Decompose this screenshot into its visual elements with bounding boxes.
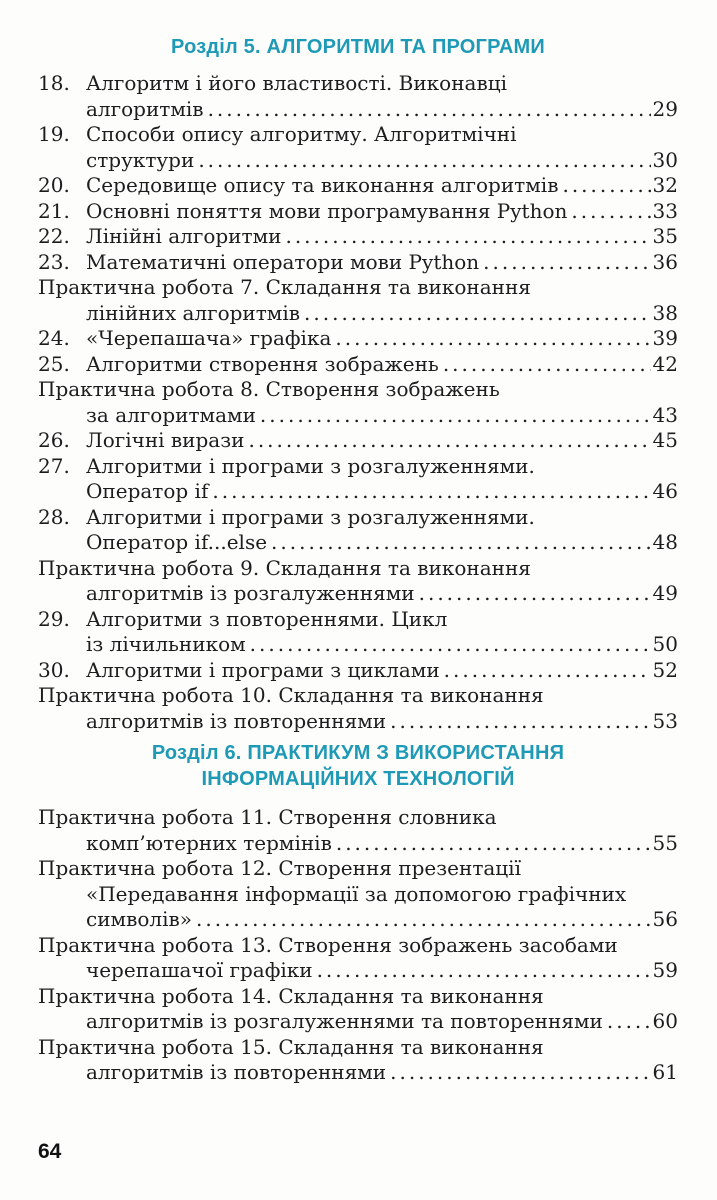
entry-page-number: 50: [652, 632, 678, 656]
toc-line: [38, 479, 678, 505]
toc-line: [38, 530, 678, 556]
dotted-leader: [208, 97, 651, 123]
dotted-leader: [317, 958, 651, 984]
toc-entry: [38, 199, 678, 225]
entry-text: лінійних алгоритмів: [86, 300, 301, 325]
entry-text: Математичні оператори мови Python: [86, 249, 480, 274]
toc-line: [38, 352, 678, 378]
entry-text: Практична робота 12. Створення презентації: [38, 856, 521, 880]
toc-entry: [38, 326, 678, 352]
toc-line: [38, 958, 678, 984]
entry-text: структури: [86, 147, 195, 172]
toc-line: [38, 224, 678, 250]
toc-entry: [38, 122, 678, 173]
entry-text: Практична робота 14. Складання та виконання: [38, 983, 544, 1008]
entry-text: алгоритмів із повтореннями: [86, 708, 387, 733]
entry-page-number: 32: [652, 173, 678, 197]
section-heading-rozdil-5: [38, 34, 678, 60]
toc-line: [38, 428, 678, 454]
entry-page-number: 35: [652, 224, 678, 248]
section-heading-line: Розділ 5. АЛГОРИТМИ ТА ПРОГРАМИ: [171, 36, 545, 58]
toc-entry-practical-work: [38, 856, 678, 933]
entry-text: алгоритмів із розгалуженнями та повтореннями: [86, 1009, 603, 1033]
dotted-leader: [212, 479, 650, 505]
entry-page-number: 29: [652, 96, 678, 121]
toc-line: [38, 607, 678, 633]
dotted-leader: [390, 709, 650, 735]
toc-line: [38, 148, 678, 174]
toc-line: [38, 831, 678, 857]
dotted-leader: [419, 581, 651, 607]
toc-entry: [38, 607, 678, 658]
toc-line: [38, 856, 678, 882]
toc-line: [38, 326, 678, 352]
entry-page-number: 30: [652, 147, 678, 172]
entry-text: Практична робота 8. Створення зображень: [38, 377, 500, 401]
entry-number: 28.: [38, 504, 70, 529]
dotted-leader: [304, 301, 651, 327]
entry-text: Практична робота 10. Складання та виконання: [38, 683, 544, 707]
toc-line: [38, 882, 678, 908]
entry-page-number: 33: [652, 198, 678, 223]
toc-line: [38, 556, 678, 582]
entry-number: 20.: [38, 173, 70, 197]
toc-line: [38, 805, 678, 831]
entry-page-number: 38: [652, 300, 678, 325]
entry-page-number: 45: [652, 428, 678, 452]
entry-text: Практична робота 15. Складання та виконання: [38, 1034, 544, 1059]
toc-line: [38, 1035, 678, 1061]
dotted-leader: [250, 632, 651, 658]
section-heading-line: Розділ 6. ПРАКТИКУМ З ВИКОРИСТАННЯ: [151, 742, 565, 764]
toc-entry: [38, 428, 678, 454]
entry-number: 27.: [38, 453, 70, 478]
entry-text: Алгоритми і програми з циклами: [86, 657, 440, 682]
entry-page-number: 53: [652, 708, 678, 733]
toc-entry-practical-work: [38, 683, 678, 734]
entry-text: Алгоритми з повтореннями. Цикл: [86, 606, 448, 631]
entry-text: комп’ютерних термінів: [86, 830, 332, 855]
entry-number: 21.: [38, 198, 70, 223]
entry-text: Оператор if: [86, 479, 209, 503]
dotted-leader: [483, 250, 650, 276]
entry-page-number: 46: [652, 479, 678, 503]
toc-entry: [38, 250, 678, 276]
dotted-leader: [271, 530, 651, 556]
entry-text: Алгоритми і програми з розгалуженнями.: [86, 453, 535, 478]
toc-line: [38, 199, 678, 225]
toc-line: [38, 933, 678, 959]
section-heading-line: ІНФОРМАЦІЙНИХ ТЕХНОЛОГІЙ: [201, 768, 515, 790]
entry-text: Практична робота 9. Складання та виконання: [38, 555, 531, 580]
entry-text: Основні поняття мови програмування Python: [86, 198, 568, 223]
entry-text: Середовище опису та виконання алгоритмів: [86, 173, 559, 197]
dotted-leader: [336, 831, 651, 857]
toc-line: [38, 632, 678, 658]
toc-line: [38, 71, 678, 97]
toc-line: [38, 1009, 678, 1035]
dotted-leader: [335, 326, 650, 352]
entry-page-number: 49: [652, 581, 678, 605]
entry-number: 19.: [38, 122, 70, 146]
entry-text: Логічні вирази: [86, 428, 245, 452]
entry-page-number: 52: [652, 657, 678, 682]
entry-text: Практична робота 13. Створення зображень засобами: [38, 932, 618, 957]
entry-page-number: 36: [652, 249, 678, 274]
entry-text: Оператор if...else: [86, 530, 268, 554]
toc-entry-practical-work: [38, 933, 678, 984]
toc-entry: [38, 224, 678, 250]
entry-text: символів»: [86, 907, 192, 931]
toc-line: [38, 505, 678, 531]
toc-line: [38, 122, 678, 148]
toc-entry-practical-work: [38, 1035, 678, 1086]
toc-entry: [38, 454, 678, 505]
toc-line: [38, 454, 678, 480]
toc-line: [38, 907, 678, 933]
section-heading-rozdil-6: [38, 740, 678, 792]
dotted-leader: [607, 1009, 651, 1035]
toc-line: [38, 377, 678, 403]
dotted-leader: [260, 403, 651, 429]
toc-entry: [38, 173, 678, 199]
toc-line: [38, 581, 678, 607]
entry-page-number: 55: [652, 830, 678, 855]
dotted-leader: [390, 1060, 650, 1086]
entry-text: «Передавання інформації за допомогою графічних: [86, 881, 627, 906]
toc-line: [38, 709, 678, 735]
entry-text: із лічильником: [86, 632, 246, 656]
entry-text: «Черепашача» графіка: [86, 326, 332, 350]
toc-line: [38, 403, 678, 429]
entry-text: Алгоритм і його властивості. Виконавці: [86, 71, 507, 95]
toc-line: [38, 658, 678, 684]
dotted-leader: [248, 428, 650, 454]
entry-text: Алгоритми і програми з розгалуженнями.: [86, 504, 535, 529]
entry-text: Практична робота 7. Складання та виконання: [38, 275, 531, 299]
entry-page-number: 43: [652, 402, 678, 427]
entry-page-number: 56: [652, 907, 678, 931]
entry-page-number: 42: [652, 351, 678, 376]
toc-entry: [38, 505, 678, 556]
entry-text: за алгоритмами: [86, 402, 256, 427]
dotted-leader: [196, 907, 651, 933]
toc-entry-practical-work: [38, 377, 678, 428]
entry-number: 26.: [38, 428, 70, 452]
toc-entry-practical-work: [38, 984, 678, 1035]
toc-entry: [38, 71, 678, 122]
entry-page-number: 39: [652, 326, 678, 350]
toc-line: [38, 173, 678, 199]
entry-text: алгоритмів із розгалуженнями: [86, 581, 415, 605]
entry-number: 18.: [38, 71, 70, 95]
entry-number: 29.: [38, 606, 70, 631]
entry-page-number: 59: [652, 958, 678, 982]
entry-page-number: 60: [652, 1009, 678, 1033]
entry-number: 22.: [38, 224, 70, 248]
entry-page-number: 48: [652, 530, 678, 554]
entry-text: алгоритмів: [86, 96, 204, 121]
toc-line: [38, 250, 678, 276]
toc-entry-practical-work: [38, 275, 678, 326]
toc-line: [38, 275, 678, 301]
dotted-leader: [562, 173, 650, 199]
dotted-leader: [571, 199, 650, 225]
entry-text: алгоритмів із повтореннями: [86, 1060, 387, 1084]
toc-line: [38, 301, 678, 327]
dotted-leader: [444, 658, 651, 684]
entry-page-number: 61: [652, 1060, 678, 1084]
entry-number: 25.: [38, 351, 70, 376]
folio-page-number: 64: [38, 1140, 62, 1163]
toc-entry-practical-work: [38, 556, 678, 607]
toc-line: [38, 97, 678, 123]
toc-line: [38, 1060, 678, 1086]
entry-text: Алгоритми створення зображень: [86, 351, 439, 376]
toc-entry: [38, 352, 678, 378]
entry-text: Лінійні алгоритми: [86, 224, 282, 248]
entry-text: черепашачої графіки: [86, 958, 313, 982]
entry-text: Способи опису алгоритму. Алгоритмічні: [86, 122, 517, 146]
dotted-leader: [285, 224, 650, 250]
toc-entry: [38, 658, 678, 684]
dotted-leader: [198, 148, 650, 174]
toc-line: [38, 984, 678, 1010]
dotted-leader: [443, 352, 651, 378]
toc-line: [38, 683, 678, 709]
entry-number: 23.: [38, 249, 70, 274]
toc: [38, 34, 678, 1086]
entry-number: 24.: [38, 326, 70, 350]
entry-number: 30.: [38, 657, 70, 682]
entry-text: Практична робота 11. Створення словника: [38, 805, 497, 829]
toc-entry-practical-work: [38, 805, 678, 856]
